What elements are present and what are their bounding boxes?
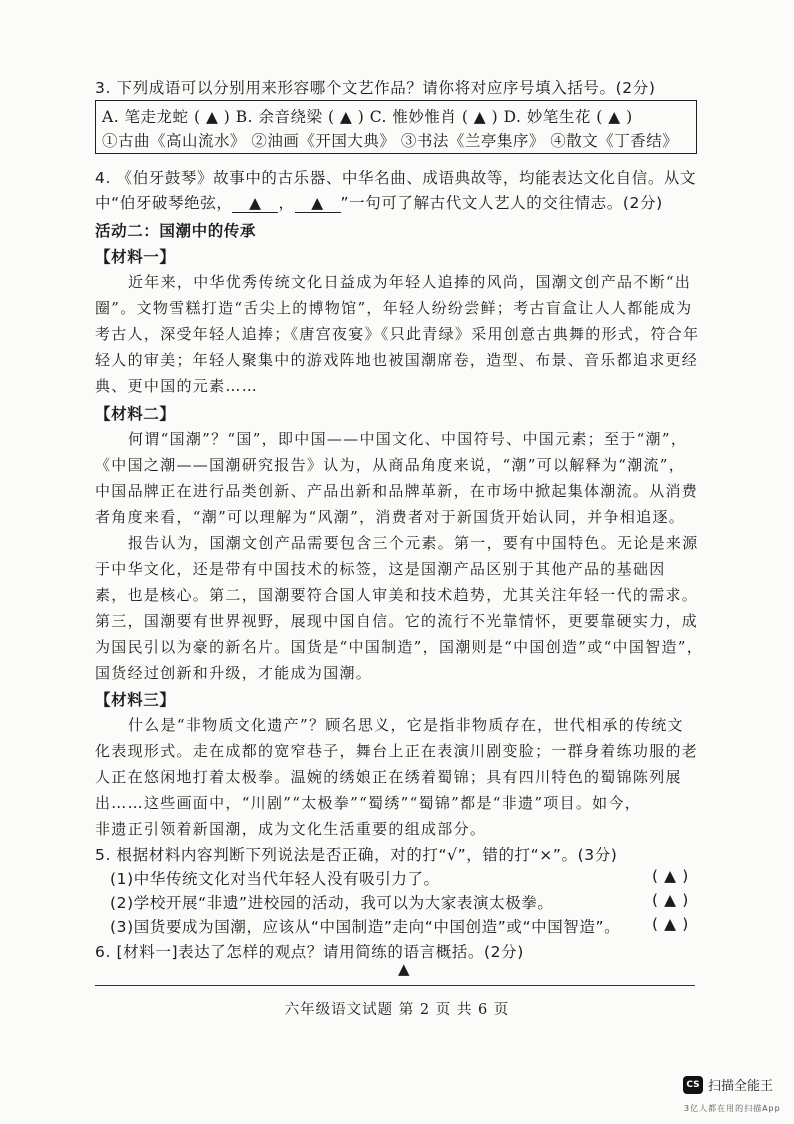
q5-item-text: (2)学校开展“非遗”进校园的活动，我可以为大家表演太极拳。: [110, 894, 554, 912]
q4-line2-a: 中“伯牙破琴绝弦，: [95, 194, 233, 212]
q4-blank-1: ▲: [232, 194, 278, 213]
material3-line: 化表现形式。走在成都的宽窄巷子，舞台上正在表演川剧变脸；一群身着练功服的老: [95, 742, 699, 760]
material1-line: 近年来，中华优秀传统文化日益成为年轻人追捧的风尚，国潮文创产品不断“出: [128, 273, 692, 291]
q5-stem: 5. 根据材料内容判断下列说法是否正确，对的打“√”，错的打“×”。(3分): [95, 846, 618, 864]
q3-options-row: A. 笔走龙蛇 ( ▲ ) B. 余音绕梁 ( ▲ ) C. 惟妙惟肖 ( ▲ ) D. 妙笔生花 ( ▲ ): [102, 108, 633, 126]
camscanner-logo-icon: CS: [683, 1076, 703, 1094]
q3-works-row: ①古曲《高山流水》 ②油画《开国大典》 ③书法《兰亭集序》 ④散文《丁香结》: [102, 132, 679, 150]
material3-line: 什么是“非物质文化遗产”？顾名思义，它是指非物质存在，世代相承的传统文: [128, 716, 684, 734]
material2-line: 国货经过创新和升级，才能成为国潮。: [95, 664, 373, 682]
material1-heading: 【材料一】: [95, 248, 176, 266]
material3-line: 出……这些画面中，“川剧”“太极拳”“蜀绣”“蜀锦”都是“非遗”项目。如今，: [95, 794, 642, 812]
scanner-brand-tagline: 3亿人都在用的扫描App: [684, 1104, 781, 1113]
q5-item-text: (1)中华传统文化对当代年轻人没有吸引力了。: [110, 870, 440, 888]
q6-answer-mark: ▲: [398, 960, 410, 978]
q4-line2-b: ，: [278, 194, 295, 212]
q3-stem: 3. 下列成语可以分别用来形容哪个文艺作品？请你将对应序号填入括号。(2分): [95, 79, 656, 97]
material2-line: 报告认为，国潮文创产品需要包含三个元素。第一，要有中国特色。无论是来源: [128, 534, 699, 552]
material2-line: 素，也是核心。第二，国潮要符合国人审美和技术趋势，尤其关注年轻一代的需求。: [95, 586, 699, 604]
activity2-heading: 活动二：国潮中的传承: [95, 222, 257, 240]
q4-blank-2: ▲: [295, 194, 341, 213]
material1-line: 圈”。文物雪糕打造“舌尖上的博物馆”，年轻人纷纷尝鲜；考古盲盒让人人都能成为: [95, 299, 693, 317]
material2-line: 《中国之潮——国潮研究报告》认为，从商品角度来说，“潮”可以解释为“潮流”，: [95, 456, 686, 474]
q5-item-mark: ( ▲ ): [652, 891, 689, 909]
material2-line: 何谓“国潮”？“国”，即中国——中国文化、中国符号、中国元素；至于“潮”，: [128, 430, 688, 448]
material1-line: 轻人的审美；年轻人聚集中的游戏阵地也被国潮席卷，造型、布景、音乐都追求更经: [95, 351, 699, 369]
material3-heading: 【材料三】: [95, 691, 176, 709]
material1-line: 典、更中国的元素……: [95, 377, 259, 395]
material2-line: 者角度来看，“潮”可以理解为“风潮”，消费者对于新国货开始认同，并争相追逐。: [95, 508, 686, 526]
q4-line2-c: ”一句可了解古代文人艺人的交往情志。(2分): [340, 194, 663, 212]
material2-line: 为国民引以为豪的新名片。国货是“中国制造”，国潮则是“中国创造”或“中国智造”，: [95, 638, 704, 656]
material3-line: 人正在悠闲地打着太极拳。温婉的绣娘正在绣着蜀锦；具有四川特色的蜀锦陈列展: [95, 768, 682, 786]
material2-heading: 【材料二】: [95, 405, 176, 423]
material2-line: 第三，国潮要有世界视野，展现中国自信。它的流行不光靠情怀，更要靠硬实力，成: [95, 612, 699, 630]
material1-line: 考古人，深受年轻人追捧；《唐宫夜宴》《只此青绿》采用创意古典舞的形式，符合年: [95, 325, 700, 343]
scanner-brand-name: 扫描全能王: [708, 1079, 774, 1094]
q3-options-box: [95, 100, 697, 154]
material2-line: 中国品牌正在进行品类创新、产品出新和品牌革新，在市场中掀起集体潮流。从消费: [95, 482, 699, 500]
q5-item-mark: ( ▲ ): [652, 867, 689, 885]
answer-line: [95, 985, 695, 986]
q6-stem: 6. [材料一]表达了怎样的观点？请用简练的语言概括。(2分): [95, 943, 524, 961]
q4-line2: [95, 191, 663, 213]
q5-item-mark: ( ▲ ): [652, 915, 689, 933]
material2-line: 于中华文化，还是带有中国技术的标签，这是国潮产品区别于其他产品的基础因: [95, 560, 666, 578]
page-footer: 六年级语文试题 第 2 页 共 6 页: [284, 1002, 510, 1018]
q4-line1: 4. 《伯牙鼓琴》故事中的古乐器、中华名曲、成语典故等，均能表达文化自信。从文: [95, 169, 697, 187]
q5-item-text: (3)国货要成为国潮，应该从“中国制造”走向“中国创造”或“中国智造”。: [110, 918, 621, 936]
material3-line: 非遗正引领着新国潮，成为文化生活重要的组成部分。: [95, 820, 487, 838]
